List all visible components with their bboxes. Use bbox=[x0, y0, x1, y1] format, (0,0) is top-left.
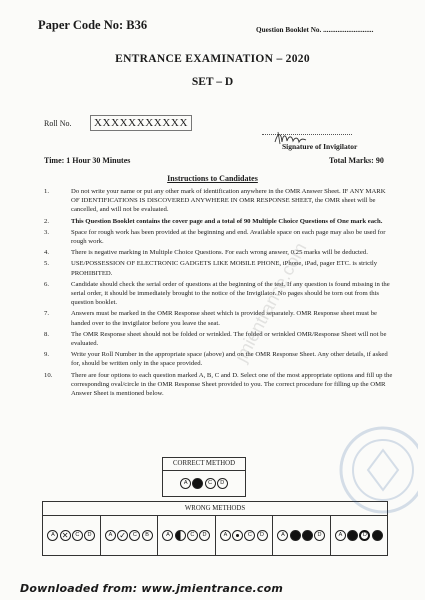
roll-number-label: Roll No. bbox=[44, 119, 72, 128]
omr-bubble-filled: B bbox=[192, 478, 203, 489]
instruction-item bbox=[44, 350, 394, 368]
instructions-list bbox=[44, 187, 394, 400]
filled-bubble-icon bbox=[290, 530, 301, 541]
instruction-item bbox=[44, 259, 394, 277]
instruction-number: 2. bbox=[44, 217, 50, 225]
omr-bubble: A bbox=[335, 530, 346, 541]
wrong-example-half-filled bbox=[158, 516, 216, 555]
tick-mark-icon: ✓ bbox=[117, 530, 128, 541]
instruction-number: 3. bbox=[44, 228, 50, 236]
omr-bubble: D bbox=[84, 530, 95, 541]
wrong-example-dot bbox=[216, 516, 274, 555]
omr-bubble: A bbox=[47, 530, 58, 541]
instruction-number: 1. bbox=[44, 188, 50, 195]
footer-download-note: Downloaded from: www.jmientrance.com bbox=[20, 582, 284, 595]
cross-mark-icon: ✕ bbox=[60, 530, 71, 541]
ringed-bubble-icon: D bbox=[359, 530, 370, 541]
instruction-item bbox=[44, 228, 394, 246]
instruction-number: 4. bbox=[44, 249, 50, 257]
website-watermark: jmientrance.com bbox=[230, 239, 311, 366]
omr-bubble: D bbox=[257, 530, 268, 541]
university-seal-icon bbox=[328, 410, 418, 530]
signature-line bbox=[262, 134, 352, 135]
omr-bubble: C bbox=[72, 530, 83, 541]
instruction-number: 7. bbox=[44, 310, 50, 318]
invigilator-signature-label: Signature of Invigilator bbox=[282, 142, 358, 151]
correct-method-box bbox=[162, 457, 246, 497]
omr-bubble: A bbox=[277, 530, 288, 541]
roll-number-value: XXXXXXXXXXX bbox=[90, 115, 192, 131]
instruction-text: There are four options to each question marked A, B, C and D. Select one of the most appropriate options and fill up the corresponding oval/circle in the OMR Response Sheet provided to you. The correct procedure for filling up the OMR Answer Sheet is mentioned below. bbox=[71, 371, 393, 398]
omr-bubble: A bbox=[180, 478, 191, 489]
total-marks: Total Marks: 90 bbox=[329, 156, 384, 165]
instruction-item bbox=[44, 330, 394, 348]
instruction-item bbox=[44, 187, 394, 215]
instruction-text: Do not write your name or put any other mark of identification anywhere in the OMR Answer Sheet. IF ANY MARK OF IDENTIFICATIONS IS DISCOVERED ANYWHERE IN OMR RESPONSE SHEET, the OMR sheet will be cancelled, and will not be evaluated. bbox=[71, 188, 386, 214]
filled-bubble-icon bbox=[372, 530, 383, 541]
instruction-item bbox=[44, 217, 394, 226]
omr-bubble: A bbox=[220, 530, 231, 541]
instruction-item bbox=[44, 280, 394, 308]
omr-bubble: D bbox=[217, 478, 228, 489]
instruction-text: Candidate should check the serial order of questions at the beginning of the test. If any question is found missing in the serial order, it should be immediately brought to the notice of the Invigilator. No pages should be torn out from this question booklet. bbox=[71, 280, 390, 307]
dot-mark-icon bbox=[232, 530, 243, 541]
question-booklet-number: Question Booklet No. ............................ bbox=[256, 26, 374, 34]
instruction-number: 8. bbox=[44, 330, 50, 338]
set-title: SET – D bbox=[191, 76, 234, 88]
wrong-example-tick bbox=[101, 516, 159, 555]
filled-bubble-icon bbox=[347, 530, 358, 541]
instruction-item bbox=[44, 371, 394, 399]
instruction-text: There is negative marking in Multiple Choice Questions. For each wrong answer, 0.25 marks will be deducted. bbox=[71, 249, 368, 257]
instruction-number: 9. bbox=[44, 351, 50, 359]
instruction-text: Answers must be marked in the OMR Response sheet which is provided separately. OMR Response sheet must be handed over to the invigilator before you leave the seat. bbox=[71, 310, 378, 327]
instruction-text: Write your Roll Number in the appropriate space (above) and on the OMR Response Sheet. Any other details, if asked for, should be written only in the space provided. bbox=[71, 351, 388, 368]
omr-bubble: A bbox=[162, 530, 173, 541]
omr-bubble: D bbox=[199, 530, 210, 541]
instruction-number: 10. bbox=[44, 371, 53, 379]
omr-bubble: C bbox=[244, 530, 255, 541]
omr-bubble: C bbox=[187, 530, 198, 541]
omr-bubble: B bbox=[142, 530, 153, 541]
wrong-example-multiple-filled bbox=[273, 516, 331, 555]
instructions-heading: Instructions to Candidates bbox=[167, 174, 258, 183]
instruction-number: 5. bbox=[44, 260, 50, 268]
instruction-text: This Question Booklet contains the cover page and a total of 90 Multiple Choice Questions of One mark each. bbox=[71, 217, 383, 225]
filled-bubble-icon bbox=[302, 530, 313, 541]
correct-method-bubbles bbox=[163, 471, 245, 496]
paper-code: Paper Code No: B36 bbox=[38, 18, 148, 32]
omr-bubble: D bbox=[314, 530, 325, 541]
instruction-item bbox=[44, 248, 394, 257]
instruction-number: 6. bbox=[44, 280, 50, 288]
instruction-text: USE/POSSESSION OF ELECTRONIC GADGETS LIKE MOBILE PHONE, iPhone, iPad, pager ETC. is strictly PROHIBITED. bbox=[71, 260, 378, 277]
instruction-item bbox=[44, 309, 394, 327]
exam-title: ENTRANCE EXAMINATION – 2020 bbox=[115, 53, 310, 65]
wrong-example-cross bbox=[43, 516, 101, 555]
correct-method-title: CORRECT METHOD bbox=[163, 458, 245, 471]
omr-bubble: C bbox=[205, 478, 216, 489]
half-filled-bubble-icon bbox=[175, 530, 186, 541]
wrong-methods-title: WRONG METHODS bbox=[43, 502, 387, 516]
instruction-text: Space for rough work has been provided at the beginning and end. Available space on each page may also be used for rough work. bbox=[71, 228, 386, 246]
omr-bubble: C bbox=[129, 530, 140, 541]
instruction-text: The OMR Response sheet should not be folded or wrinkled. The folded or wrinkled OMR/Response Sheet will not be evaluated. bbox=[71, 330, 387, 348]
exam-time: Time: 1 Hour 30 Minutes bbox=[44, 156, 131, 165]
omr-bubble: A bbox=[105, 530, 116, 541]
